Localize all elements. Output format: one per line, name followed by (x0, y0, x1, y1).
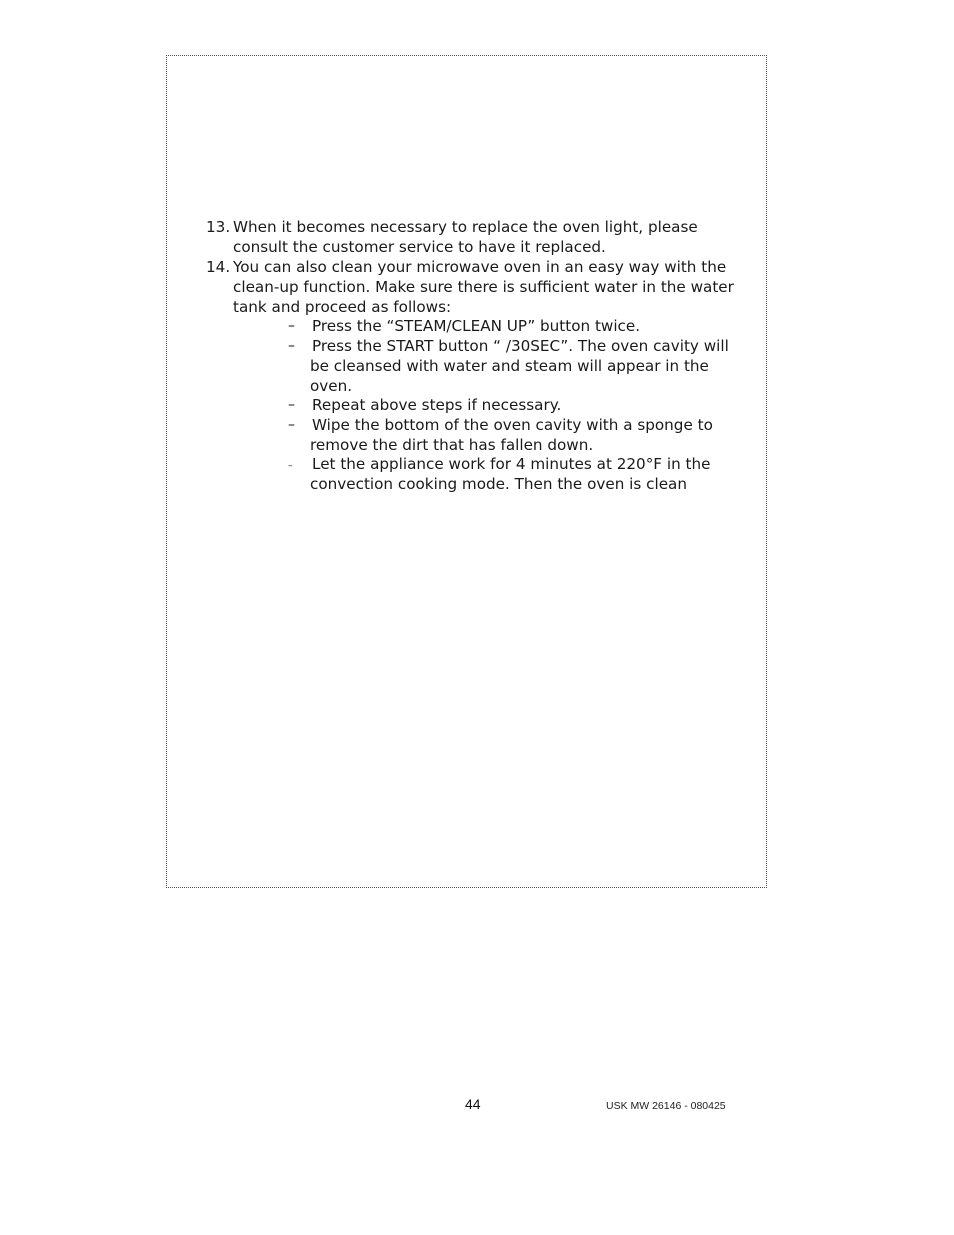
item-number: 14. (206, 258, 231, 276)
dash-bullet: – (288, 338, 295, 354)
list-item-13 (206, 218, 756, 258)
document-code: USK MW 26146 - 080425 (606, 1100, 726, 1112)
item-text: When it becomes necessary to replace the oven light, please consult the customer service to have it replaced. (233, 218, 698, 256)
dash-bullet: – (288, 461, 293, 471)
step-text: Press the START button “ /30SEC”. The oven cavity will be cleansed with water and steam will appear in the oven. (310, 337, 729, 395)
step-text: Wipe the bottom of the oven cavity with a sponge to remove the dirt that has fallen down. (310, 416, 713, 454)
dash-bullet: – (288, 417, 295, 433)
item-text: You can also clean your microwave oven in an easy way with the clean-up function. Make sure there is sufficient water in the water tank and proceed as follows: (233, 258, 734, 316)
step-item (288, 396, 738, 416)
list-item-14 (206, 258, 756, 317)
step-text: Let the appliance work for 4 minutes at 220°F in the convection cooking mode. Then the oven is clean (310, 455, 711, 493)
step-text: Repeat above steps if necessary. (312, 396, 562, 414)
page-number: 44 (465, 1096, 481, 1112)
step-item (288, 416, 738, 456)
step-item (288, 337, 738, 396)
step-item (288, 317, 738, 337)
step-text: Press the “STEAM/CLEAN UP” button twice. (312, 317, 641, 335)
item-number: 13. (206, 218, 231, 236)
step-item (288, 455, 738, 495)
dash-bullet: – (288, 318, 295, 334)
dash-bullet: – (288, 397, 295, 413)
